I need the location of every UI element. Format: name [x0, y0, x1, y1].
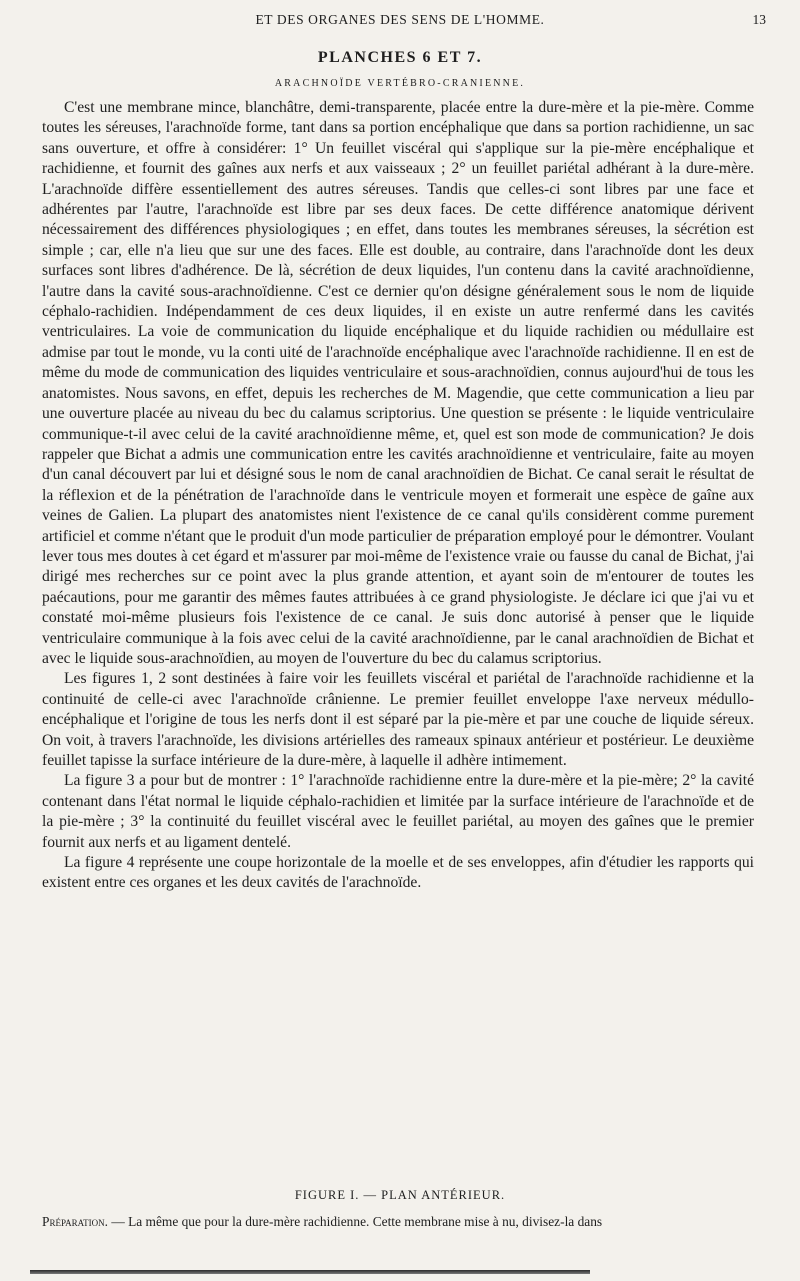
figure-heading: FIGURE I. — PLAN ANTÉRIEUR.: [294, 1188, 506, 1202]
preparation-text: — La même que pour la dure-mère rachidienne. Cette membrane mise à nu, divisez-la dans: [107, 1214, 603, 1229]
paragraph: C'est une membrane mince, blanchâtre, demi-transparente, placée entre la dure-mère et la pie-mère. Comme toutes les séreuses, l'arachnoïde forme, tant dans sa portion encéphalique que dans sa portion rachidienne, un sac sans ouverture, et offre à considérer: 1° Un feuillet viscéral qui s'applique sur la pie-mère encéphalique et rachidienne, et fournit des gaînes aux nerfs et aux vaisseaux ; 2° un feuillet pariétal adhérant à la dure-mère. L'arachnoïde diffère essentiellement des autres séreuses. Tandis que celles-ci sont libres par une face et adhérentes par l'autre, l'arachnoïde est libre par ses deux faces. De cette différence anatomique dérivent nécessairement des différences physiologiques ; en effet, dans toutes les membranes séreuses, la sécrétion est simple ; car, elle n'a lieu que sur une des faces. Elle est double, au contraire, dans l'arachnoïde dont les deux surfaces sont libres d'adhérence. De là, sécrétion de deux liquides, l'un contenu dans la cavité arachnoïdienne, l'autre dans la cavité sous-arachnoïdienne. C'est ce dernier qu'on désigne généralement sous le nom de liquide céphalo-rachidien. Indépendamment de ces deux liquides, il en existe un autre renfermé dans les cavités ventriculaires. La voie de communication du liquide encéphalique et du liquide rachidien ou médullaire est admise par tout le monde, vu la conti uité de l'arachnoïde encéphalique avec l'arachnoïde rachidienne. Il en est de même du mode de communication des liquides ventriculaire et sous-arachnoïdien, connus aujourd'hui de tous les anatomistes. Nous savons, en effet, depuis les recherches de M. Magendie, que cette communication a lieu par une ouverture placée au niveau du bec du calamus scriptorius. Une question se présente : le liquide ventriculaire communique-t-il avec celui de la cavité arachnoïdienne même, et, quel est son mode de communication? Je dois rappeler que Bichat a admis une communication entre les cavités arachnoïdienne et ventriculaire, faite au moyen d'un canal découvert par lui et désigné sous le nom de canal arachnoïdien de Bichat. Ce canal serait le résultat de la réflexion et de la pénétration de l'arachnoïde dans le ventricule moyen et formerait une espèce de gaîne aux veines de Galien. La plupart des anatomistes nient l'existence de ce canal qu'ils considèrent comme purement artificiel et comme n'étant que le produit d'un mode particulier de préparation employé pour le démontrer. Voulant lever tous mes doutes à cet égard et m'assurer par moi-même de l'existence vraie ou fausse du canal de Bichat, j'ai dirigé mes recherches sur ce point avec la plus grande attention, et ayant soin de m'entourer de toutes les paécautions, pour me garantir des mêmes fautes attribuées à ce grand physiologiste. Je déclare ici que j'ai vu et constaté moi-même plusieurs fois l'existence de ce canal. Je suis donc autorisé à penser que le liquide ventriculaire communique à la fois avec celui de la cavité arachnoïdienne, par le canal arachnoïdien de Bichat et avec le liquide sous-arachnoïdien, au moyen de l'ouverture du bec du calamus scriptorius.: [42, 99, 754, 667]
preparation-label: Préparation.: [42, 1214, 108, 1229]
bottom-rule: [30, 1270, 590, 1274]
paragraph: La figure 4 représente une coupe horizontale de la moelle et de ses enveloppes, afin d'étudier les rapports qui existent entre ces organes et les deux cavités de l'arachnoïde.: [42, 854, 754, 892]
body-text: [42, 98, 754, 894]
preparation-note: [42, 1213, 758, 1231]
paragraph: La figure 3 a pour but de montrer : 1° l'arachnoïde rachidienne entre la dure-mère et la pie-mère; 2° la cavité contenant dans l'état normal le liquide céphalo-rachidien et limitée par la surface intérieure de l'arachnoïde et de la pie-mère ; 3° la continuité du feuillet viscéral avec le feuillet pariétal, au moyen des gaînes que le premier fournit aux nerfs et au ligament dentelé.: [42, 772, 754, 851]
paragraph: Les figures 1, 2 sont destinées à faire voir les feuillets viscéral et pariétal de l'arachnoïde rachidienne et la continuité de celle-ci avec l'arachnoïde crânienne. Le premier feuillet enveloppe l'axe nerveux médullo-encéphalique et l'origine de tous les nerfs dont il est séparé par la pie-mère et par une couche de liquide séreux. On voit, à travers l'arachnoïde, les divisions artérielles des rameaux spinaux antérieur et postérieur. Le deuxième feuillet tapisse la surface intérieure de la dure-mère, à laquelle il adhère intimement.: [42, 670, 754, 769]
plate-title: PLANCHES 6 ET 7.: [317, 49, 483, 66]
running-title: ET DES ORGANES DES SENS DE L'HOMME.: [255, 12, 545, 27]
plate-subtitle: ARACHNOÏDE VERTÉBRO-CRANIENNE.: [274, 78, 526, 89]
running-head: [0, 12, 800, 32]
page-number: 13: [752, 12, 766, 27]
